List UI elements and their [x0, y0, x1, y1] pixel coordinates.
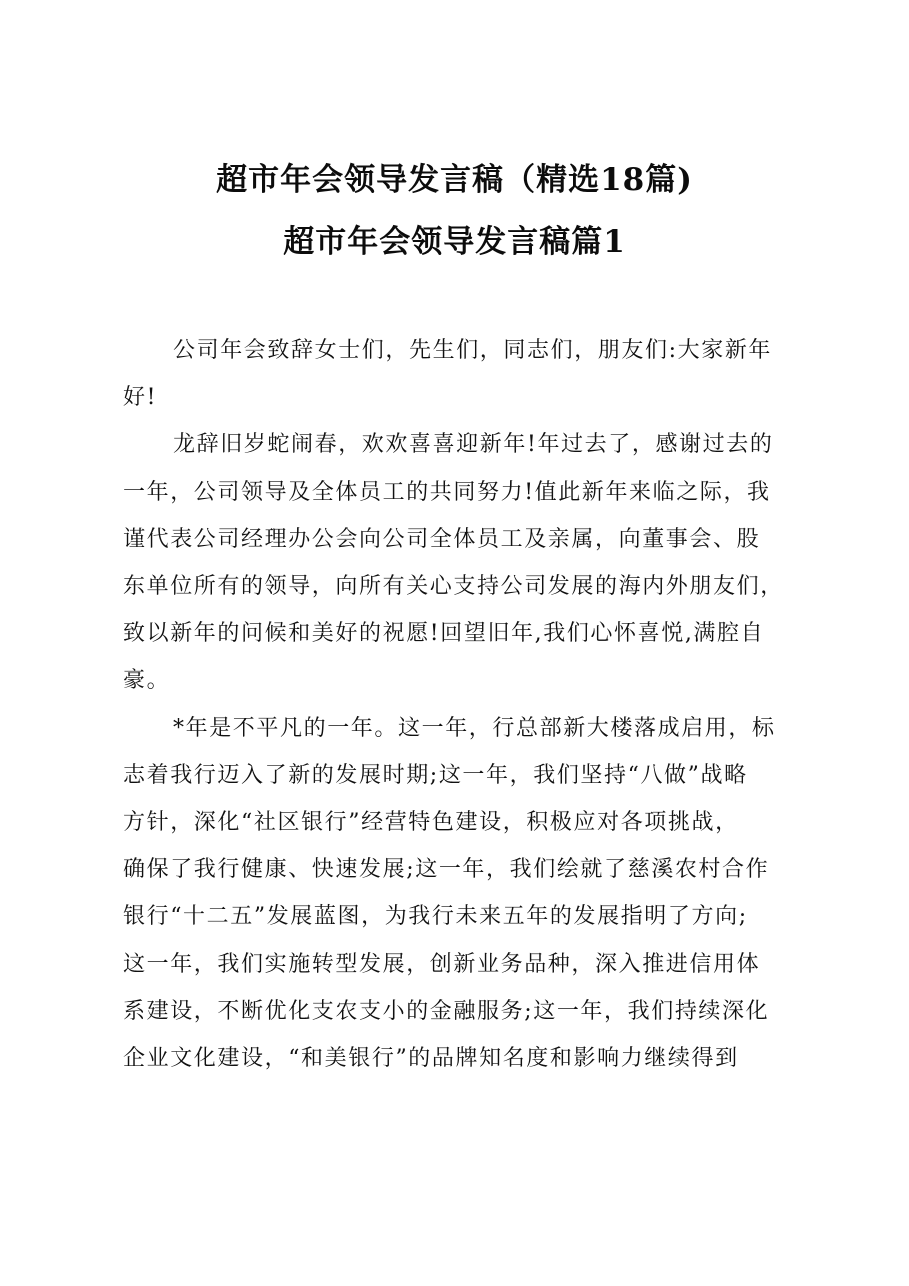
paragraph-year-review	[123, 705, 803, 1083]
section-title: 超市年会领导发言稿篇1	[283, 224, 626, 260]
text-line: 一年，公司领导及全体员工的共同努力!值此新年来临之际，我	[123, 479, 771, 505]
text-line: 公司年会致辞女士们，先生们，同志们，朋友们:大家新年	[173, 338, 773, 363]
text-line: 这一年，我们实施转型发展，创新业务品种，深入推进信用体	[123, 951, 761, 977]
text-line: 志着我行迈入了新的发展时期;这一年，我们坚持“八做”战略	[123, 762, 748, 788]
text-line: 确保了我行健康、快速发展;这一年，我们绘就了慈溪农村合作	[123, 857, 770, 883]
text-line: *年是不平凡的一年。这一年，行总部新大楼落成启用，标	[173, 715, 776, 741]
document-body	[123, 327, 803, 1082]
text-line: 企业文化建设，“和美银行”的品牌知名度和影响力继续得到	[123, 1046, 739, 1072]
document-title: 超市年会领导发言稿（精选18篇)	[216, 162, 693, 198]
text-line: 谨代表公司经理办公会向公司全体员工及亲属，向董事会、股	[123, 526, 761, 552]
text-line: 龙辞旧岁蛇闹春，欢欢喜喜迎新年!年过去了，感谢过去的	[173, 432, 774, 458]
text-line: 好!	[123, 385, 158, 411]
text-line: 银行“十二五”发展蓝图，为我行未来五年的发展指明了方向;	[123, 904, 748, 930]
text-line: 系建设，不断优化支农支小的金融服务;这一年，我们持续深化	[123, 998, 770, 1024]
paragraph-new-year-wishes	[123, 421, 803, 704]
text-line: 东单位所有的领导，向所有关心支持公司发展的海内外朋友们，	[123, 574, 784, 600]
text-line: 豪。	[123, 668, 171, 694]
text-line: 方针，深化“社区银行”经营特色建设，积极应对各项挑战，	[123, 810, 739, 836]
text-line: 致以新年的问候和美好的祝愿!回望旧年,我们心怀喜悦,满腔自	[123, 621, 765, 647]
paragraph-greeting	[123, 327, 803, 421]
